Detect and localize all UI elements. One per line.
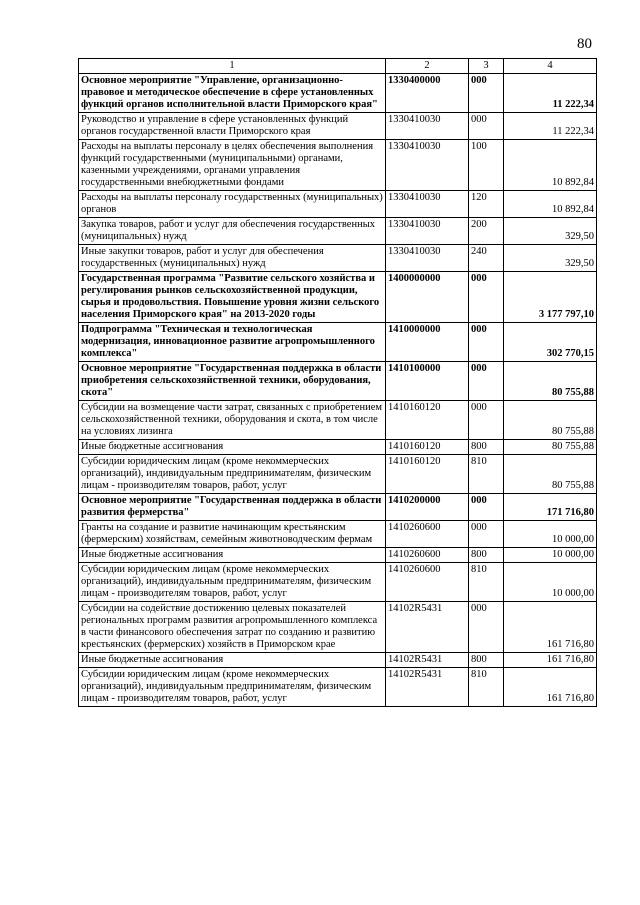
row-type: 000 — [469, 323, 504, 362]
row-type: 200 — [469, 218, 504, 245]
row-name: Руководство и управление в сфере установленных функций органов государственной власти Приморского края — [79, 113, 386, 140]
table-row — [79, 602, 597, 653]
row-type: 000 — [469, 74, 504, 113]
table-row — [79, 362, 597, 401]
budget-table — [78, 58, 597, 707]
row-type: 240 — [469, 245, 504, 272]
row-code: 1410260600 — [386, 548, 469, 563]
table-row — [79, 668, 597, 707]
row-code: 1410160120 — [386, 455, 469, 494]
row-amount: 161 716,80 — [504, 602, 597, 653]
row-amount: 80 755,88 — [504, 362, 597, 401]
table-row — [79, 74, 597, 113]
row-type: 000 — [469, 494, 504, 521]
row-name: Субсидии юридическим лицам (кроме некоммерческих организаций), индивидуальным предпринимателям, физическим лицам - производителям товаров, работ, услуг — [79, 455, 386, 494]
row-amount: 10 000,00 — [504, 563, 597, 602]
row-type: 100 — [469, 140, 504, 191]
row-name: Основное мероприятие "Государственная поддержка в области приобретения сельскохозяйственной техники, оборудования, скота" — [79, 362, 386, 401]
row-amount: 10 000,00 — [504, 548, 597, 563]
table-row — [79, 563, 597, 602]
row-type: 000 — [469, 272, 504, 323]
row-code: 1330410030 — [386, 218, 469, 245]
row-name: Субсидии юридическим лицам (кроме некоммерческих организаций), индивидуальным предпринимателям, физическим лицам - производителям товаров, работ, услуг — [79, 668, 386, 707]
row-type: 810 — [469, 668, 504, 707]
header-col-2: 2 — [386, 59, 469, 74]
header-col-3: 3 — [469, 59, 504, 74]
row-code: 1330410030 — [386, 191, 469, 218]
table-row — [79, 323, 597, 362]
row-type: 800 — [469, 440, 504, 455]
row-name: Субсидии на возмещение части затрат, связанных с приобретением сельскохозяйственной техники, оборудования и скота, в том числе на условиях лизинга — [79, 401, 386, 440]
table-row — [79, 140, 597, 191]
row-name: Иные бюджетные ассигнования — [79, 548, 386, 563]
row-type: 000 — [469, 401, 504, 440]
row-amount: 10 892,84 — [504, 140, 597, 191]
row-code: 1410160120 — [386, 440, 469, 455]
header-col-4: 4 — [504, 59, 597, 74]
row-code: 1410000000 — [386, 323, 469, 362]
row-amount: 302 770,15 — [504, 323, 597, 362]
row-code: 1330410030 — [386, 245, 469, 272]
table-body — [79, 74, 597, 707]
row-amount: 11 222,34 — [504, 74, 597, 113]
row-amount: 80 755,88 — [504, 440, 597, 455]
table-row — [79, 401, 597, 440]
row-amount: 171 716,80 — [504, 494, 597, 521]
row-type: 000 — [469, 113, 504, 140]
table-row — [79, 440, 597, 455]
row-type: 800 — [469, 548, 504, 563]
row-amount: 10 892,84 — [504, 191, 597, 218]
row-name: Гранты на создание и развитие начинающим крестьянским (фермерским) хозяйствам, семейным животноводческим фермам — [79, 521, 386, 548]
row-code: 1400000000 — [386, 272, 469, 323]
table-row — [79, 272, 597, 323]
table-header-row — [79, 59, 597, 74]
row-name: Подпрограмма "Техническая и технологическая модернизация, инновационное развитие агропромышленного комплекса" — [79, 323, 386, 362]
table-row — [79, 113, 597, 140]
page-number: 80 — [577, 36, 592, 52]
row-code: 1410260600 — [386, 563, 469, 602]
row-code: 1330410030 — [386, 140, 469, 191]
table-row — [79, 191, 597, 218]
row-type: 000 — [469, 602, 504, 653]
row-name: Государственная программа "Развитие сельского хозяйства и регулирования рынков сельскохозяйственной продукции, сырья и продовольствия. Повышение уровня жизни сельского населения Приморского края" на 2013-2020 годы — [79, 272, 386, 323]
row-type: 000 — [469, 362, 504, 401]
row-amount: 329,50 — [504, 245, 597, 272]
row-code: 14102R5431 — [386, 668, 469, 707]
row-amount: 10 000,00 — [504, 521, 597, 548]
row-name: Иные закупки товаров, работ и услуг для обеспечения государственных (муниципальных) нужд — [79, 245, 386, 272]
row-name: Иные бюджетные ассигнования — [79, 653, 386, 668]
row-code: 1410200000 — [386, 494, 469, 521]
row-name: Основное мероприятие "Государственная поддержка в области развития фермерства" — [79, 494, 386, 521]
row-amount: 3 177 797,10 — [504, 272, 597, 323]
row-type: 000 — [469, 521, 504, 548]
row-code: 1330400000 — [386, 74, 469, 113]
row-type: 810 — [469, 455, 504, 494]
row-code: 1330410030 — [386, 113, 469, 140]
row-name: Расходы на выплаты персоналу государственных (муниципальных) органов — [79, 191, 386, 218]
row-name: Основное мероприятие "Управление, организационно-правовое и методическое обеспечение в сфере установленных функций органов исполнительной власти Приморского края" — [79, 74, 386, 113]
row-code: 1410100000 — [386, 362, 469, 401]
row-name: Иные бюджетные ассигнования — [79, 440, 386, 455]
table-row — [79, 245, 597, 272]
table-row — [79, 548, 597, 563]
row-type: 120 — [469, 191, 504, 218]
header-col-1: 1 — [79, 59, 386, 74]
row-amount: 329,50 — [504, 218, 597, 245]
row-code: 14102R5431 — [386, 653, 469, 668]
row-type: 800 — [469, 653, 504, 668]
table-row — [79, 521, 597, 548]
row-amount: 80 755,88 — [504, 455, 597, 494]
table-row — [79, 455, 597, 494]
row-name: Субсидии юридическим лицам (кроме некоммерческих организаций), индивидуальным предпринимателям, физическим лицам - производителям товаров, работ, услуг — [79, 563, 386, 602]
row-code: 1410260600 — [386, 521, 469, 548]
row-name: Субсидии на содействие достижению целевых показателей региональных программ развития агропромышленного комплекса в части финансового обеспечения затрат по созданию и развитию крестьянских (фермерских) хозяйств в Приморском крае — [79, 602, 386, 653]
row-name: Закупка товаров, работ и услуг для обеспечения государственных (муниципальных) нужд — [79, 218, 386, 245]
table-row — [79, 653, 597, 668]
row-amount: 161 716,80 — [504, 668, 597, 707]
row-amount: 161 716,80 — [504, 653, 597, 668]
table-row — [79, 218, 597, 245]
row-name: Расходы на выплаты персоналу в целях обеспечения выполнения функций государственными (муниципальными) органами, казенными учреждениями, органами управления государственными внебюджетными фондами — [79, 140, 386, 191]
row-amount: 11 222,34 — [504, 113, 597, 140]
row-code: 1410160120 — [386, 401, 469, 440]
row-code: 14102R5431 — [386, 602, 469, 653]
row-amount: 80 755,88 — [504, 401, 597, 440]
row-type: 810 — [469, 563, 504, 602]
table-row — [79, 494, 597, 521]
